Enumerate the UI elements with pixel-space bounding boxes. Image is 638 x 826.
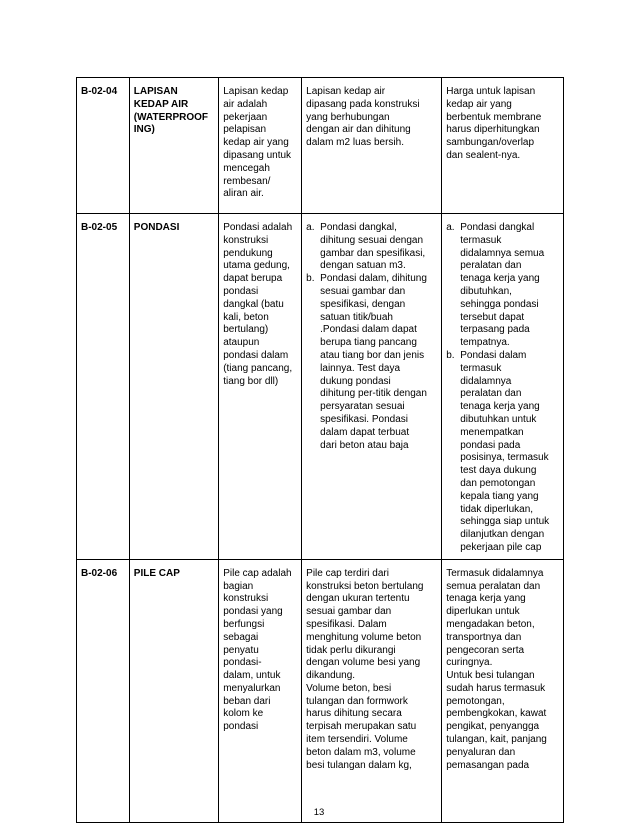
item-name: PONDASI <box>129 214 218 560</box>
item-name: LAPISAN KEDAP AIR (WATERPROOF ING) <box>129 78 218 214</box>
item-measurement: Lapisan kedap air dipasang pada konstruksi yang berhubungan dengan air dan dihitung dalam m2 luas bersih. <box>302 78 442 214</box>
specification-table <box>76 77 564 823</box>
list-marker: a. <box>306 222 315 233</box>
table-row <box>77 78 564 214</box>
table-row <box>77 559 564 822</box>
list-text: Pondasi dangkal, dihitung sesuai dengan gambar dan spesifikasi, dengan satuan m3. <box>320 222 426 272</box>
item-name: PILE CAP <box>129 559 218 822</box>
list-item <box>446 222 559 350</box>
item-notes: Termasuk didalamnya semua peralatan dan tenaga kerja yang diperlukan untuk mengadakan beton, transportnya dan pengecoran serta curingnya. Untuk besi tulangan sudah harus termasuk pemotongan, pembengkokan, kawat pengikat, penyangga tulangan, kait, panjang penyaluran dan pemasangan pada <box>442 559 564 822</box>
list-marker: b. <box>446 349 455 361</box>
item-definition: Lapisan kedap air adalah pekerjaan pelapisan kedap air yang dipasang untuk mencegah rembesan/ aliran air. <box>219 78 302 214</box>
item-definition: Pondasi adalah konstruksi pendukung utama gedung, dapat berupa pondasi dangkal (batu kali, beton bertulang) ataupun pondasi dalam (tiang pancang, tiang bor dll) <box>219 214 302 560</box>
list-text: Pondasi dalam, dihitung sesuai gambar dan spesifikasi, dengan satuan titik/buah .Pondasi dalam dapat berupa tiang pancang atau tiang bor dan jenis lainnya. Test daya dukung pondasi dihitung per-titik dengan persyaratan sesuai spesifikasi. Pondasi dalam dapat terbuat dari beton atau baja <box>320 273 427 451</box>
item-code: B-02-04 <box>77 78 130 214</box>
measurement-list <box>306 222 437 452</box>
item-measurement: Pile cap terdiri dari konstruksi beton bertulang dengan ukuran tertentu sesuai gambar dan spesifikasi. Dalam menghitung volume beton tidak perlu dikurangi dengan volume besi yang dikandung. Volume beton, besi tulangan dan formwork harus dihitung secara terpisah merupakan satu item tersendiri. Volume beton dalam m3, volume besi tulangan dalam kg, <box>302 559 442 822</box>
list-item <box>306 222 437 273</box>
list-marker: b. <box>306 273 315 285</box>
list-item <box>306 273 437 452</box>
page-number: 13 <box>313 807 325 818</box>
item-code: B-02-05 <box>77 214 130 560</box>
item-notes <box>442 214 564 560</box>
list-marker: a. <box>446 222 455 233</box>
item-code: B-02-06 <box>77 559 130 822</box>
item-notes: Harga untuk lapisan kedap air yang berbentuk membrane harus diperhitungkan sambungan/overlap dan sealent-nya. <box>442 78 564 214</box>
item-measurement <box>302 214 442 560</box>
table-row <box>77 214 564 560</box>
item-definition: Pile cap adalah bagian konstruksi pondasi yang berfungsi sebagai penyatu pondasi- dalam, untuk menyalurkan beban dari kolom ke pondasi <box>219 559 302 822</box>
list-text: Pondasi dalam termasuk didalamnya peralatan dan tenaga kerja yang dibutuhkan untuk menempatkan pondasi pada posisinya, termasuk test daya dukung dan pemotongan kepala tiang yang tidak diperlukan, sehingga siap untuk dilanjutkan dengan pekerjaan pile cap <box>460 349 550 553</box>
list-item <box>446 350 559 555</box>
notes-list <box>446 222 559 555</box>
list-text: Pondasi dangkal termasuk didalamnya semua peralatan dan tenaga kerja yang dibutuhkan, sehingga pondasi tersebut dapat terpasang pada tempatnya. <box>460 222 545 349</box>
